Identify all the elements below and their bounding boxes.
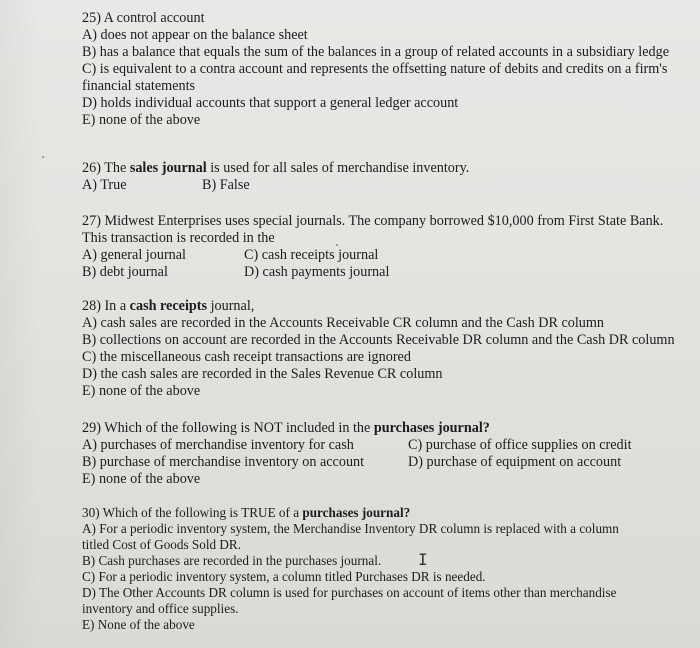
option-d: D) the cash sales are recorded in the Sales Revenue CR column (82, 366, 443, 382)
option-c: C) the miscellaneous cash receipt transactions are ignored (82, 349, 411, 365)
option-b: B) False (202, 177, 250, 193)
option-d: D) purchase of equipment on account (408, 454, 622, 470)
option-a: A) For a periodic inventory system, the Merchandise Inventory DR column is replaced with a column (82, 521, 619, 536)
bold-term: purchases journal? (373, 420, 490, 436)
question-26 (82, 160, 469, 194)
option-e: E) none of the above (82, 383, 201, 399)
options-row-1 (82, 437, 632, 454)
option-e: E) None of the above (82, 617, 195, 632)
option-b: B) purchase of merchandise inventory on account (82, 454, 365, 470)
bold-term: purchases journal? (302, 505, 411, 520)
options-row-1 (82, 247, 663, 264)
options-row-2 (82, 264, 663, 281)
question-stem: 28) In a cash receipts journal, (82, 298, 255, 314)
question-28 (82, 298, 675, 400)
question-stem: 30) Which of the following is TRUE of a purchases journal? (82, 505, 411, 520)
option-a-continued: titled Cost of Goods Sold DR. (82, 537, 241, 552)
option-e: E) none of the above (82, 112, 201, 128)
option-b: B) Cash purchases are recorded in the purchases journal. (82, 553, 382, 568)
option-e: E) none of the above (82, 471, 201, 487)
option-a: A) general journal (82, 247, 186, 263)
option-d: D) cash payments journal (244, 264, 390, 280)
option-b: B) has a balance that equals the sum of the balances in a group of related accounts in a subsidiary ledge (82, 44, 670, 60)
option-d-continued: inventory and office supplies. (82, 601, 239, 616)
question-29 (82, 420, 632, 488)
page-shadow (0, 0, 40, 648)
option-d: D) holds individual accounts that support a general ledger account (82, 95, 459, 111)
option-a: A) purchases of merchandise inventory for cash (82, 437, 354, 453)
question-stem: 29) Which of the following is NOT included in the purchases journal? (82, 420, 490, 436)
text-cursor-icon: I (418, 550, 428, 569)
bold-term: cash receipts (129, 298, 208, 314)
option-b: B) collections on account are recorded in the Accounts Receivable DR column and the Cash DR column (82, 332, 675, 348)
option-d: D) The Other Accounts DR column is used for purchases on account of items other than merchandise (82, 585, 617, 600)
question-30 (82, 505, 619, 633)
option-b: B) debt journal (82, 264, 168, 280)
question-stem: 26) The sales journal is used for all sales of merchandise inventory. (82, 160, 470, 176)
question-stem: 27) Midwest Enterprises uses special journals. The company borrowed $10,000 from First State Bank. (82, 213, 664, 229)
option-a: A) does not appear on the balance sheet (82, 27, 308, 43)
question-stem-continued: This transaction is recorded in the (82, 230, 275, 246)
bold-term: sales journal (129, 160, 207, 176)
options-row-2 (82, 454, 632, 471)
question-27 (82, 213, 663, 281)
option-c: C) cash receipts journal (244, 247, 379, 263)
speck (42, 156, 44, 158)
option-c: C) purchase of office supplies on credit (408, 437, 632, 453)
option-a: A) True (82, 177, 127, 193)
options-row (82, 177, 469, 194)
option-c: C) For a periodic inventory system, a column titled Purchases DR is needed. (82, 569, 486, 584)
speck (336, 244, 338, 246)
question-stem: 25) A control account (82, 10, 205, 26)
option-a: A) cash sales are recorded in the Accounts Receivable CR column and the Cash DR column (82, 315, 605, 331)
option-c-continued: financial statements (82, 78, 196, 94)
question-25 (82, 10, 669, 129)
option-c: C) is equivalent to a contra account and represents the offsetting nature of debits and credits on a firm's (82, 61, 668, 77)
